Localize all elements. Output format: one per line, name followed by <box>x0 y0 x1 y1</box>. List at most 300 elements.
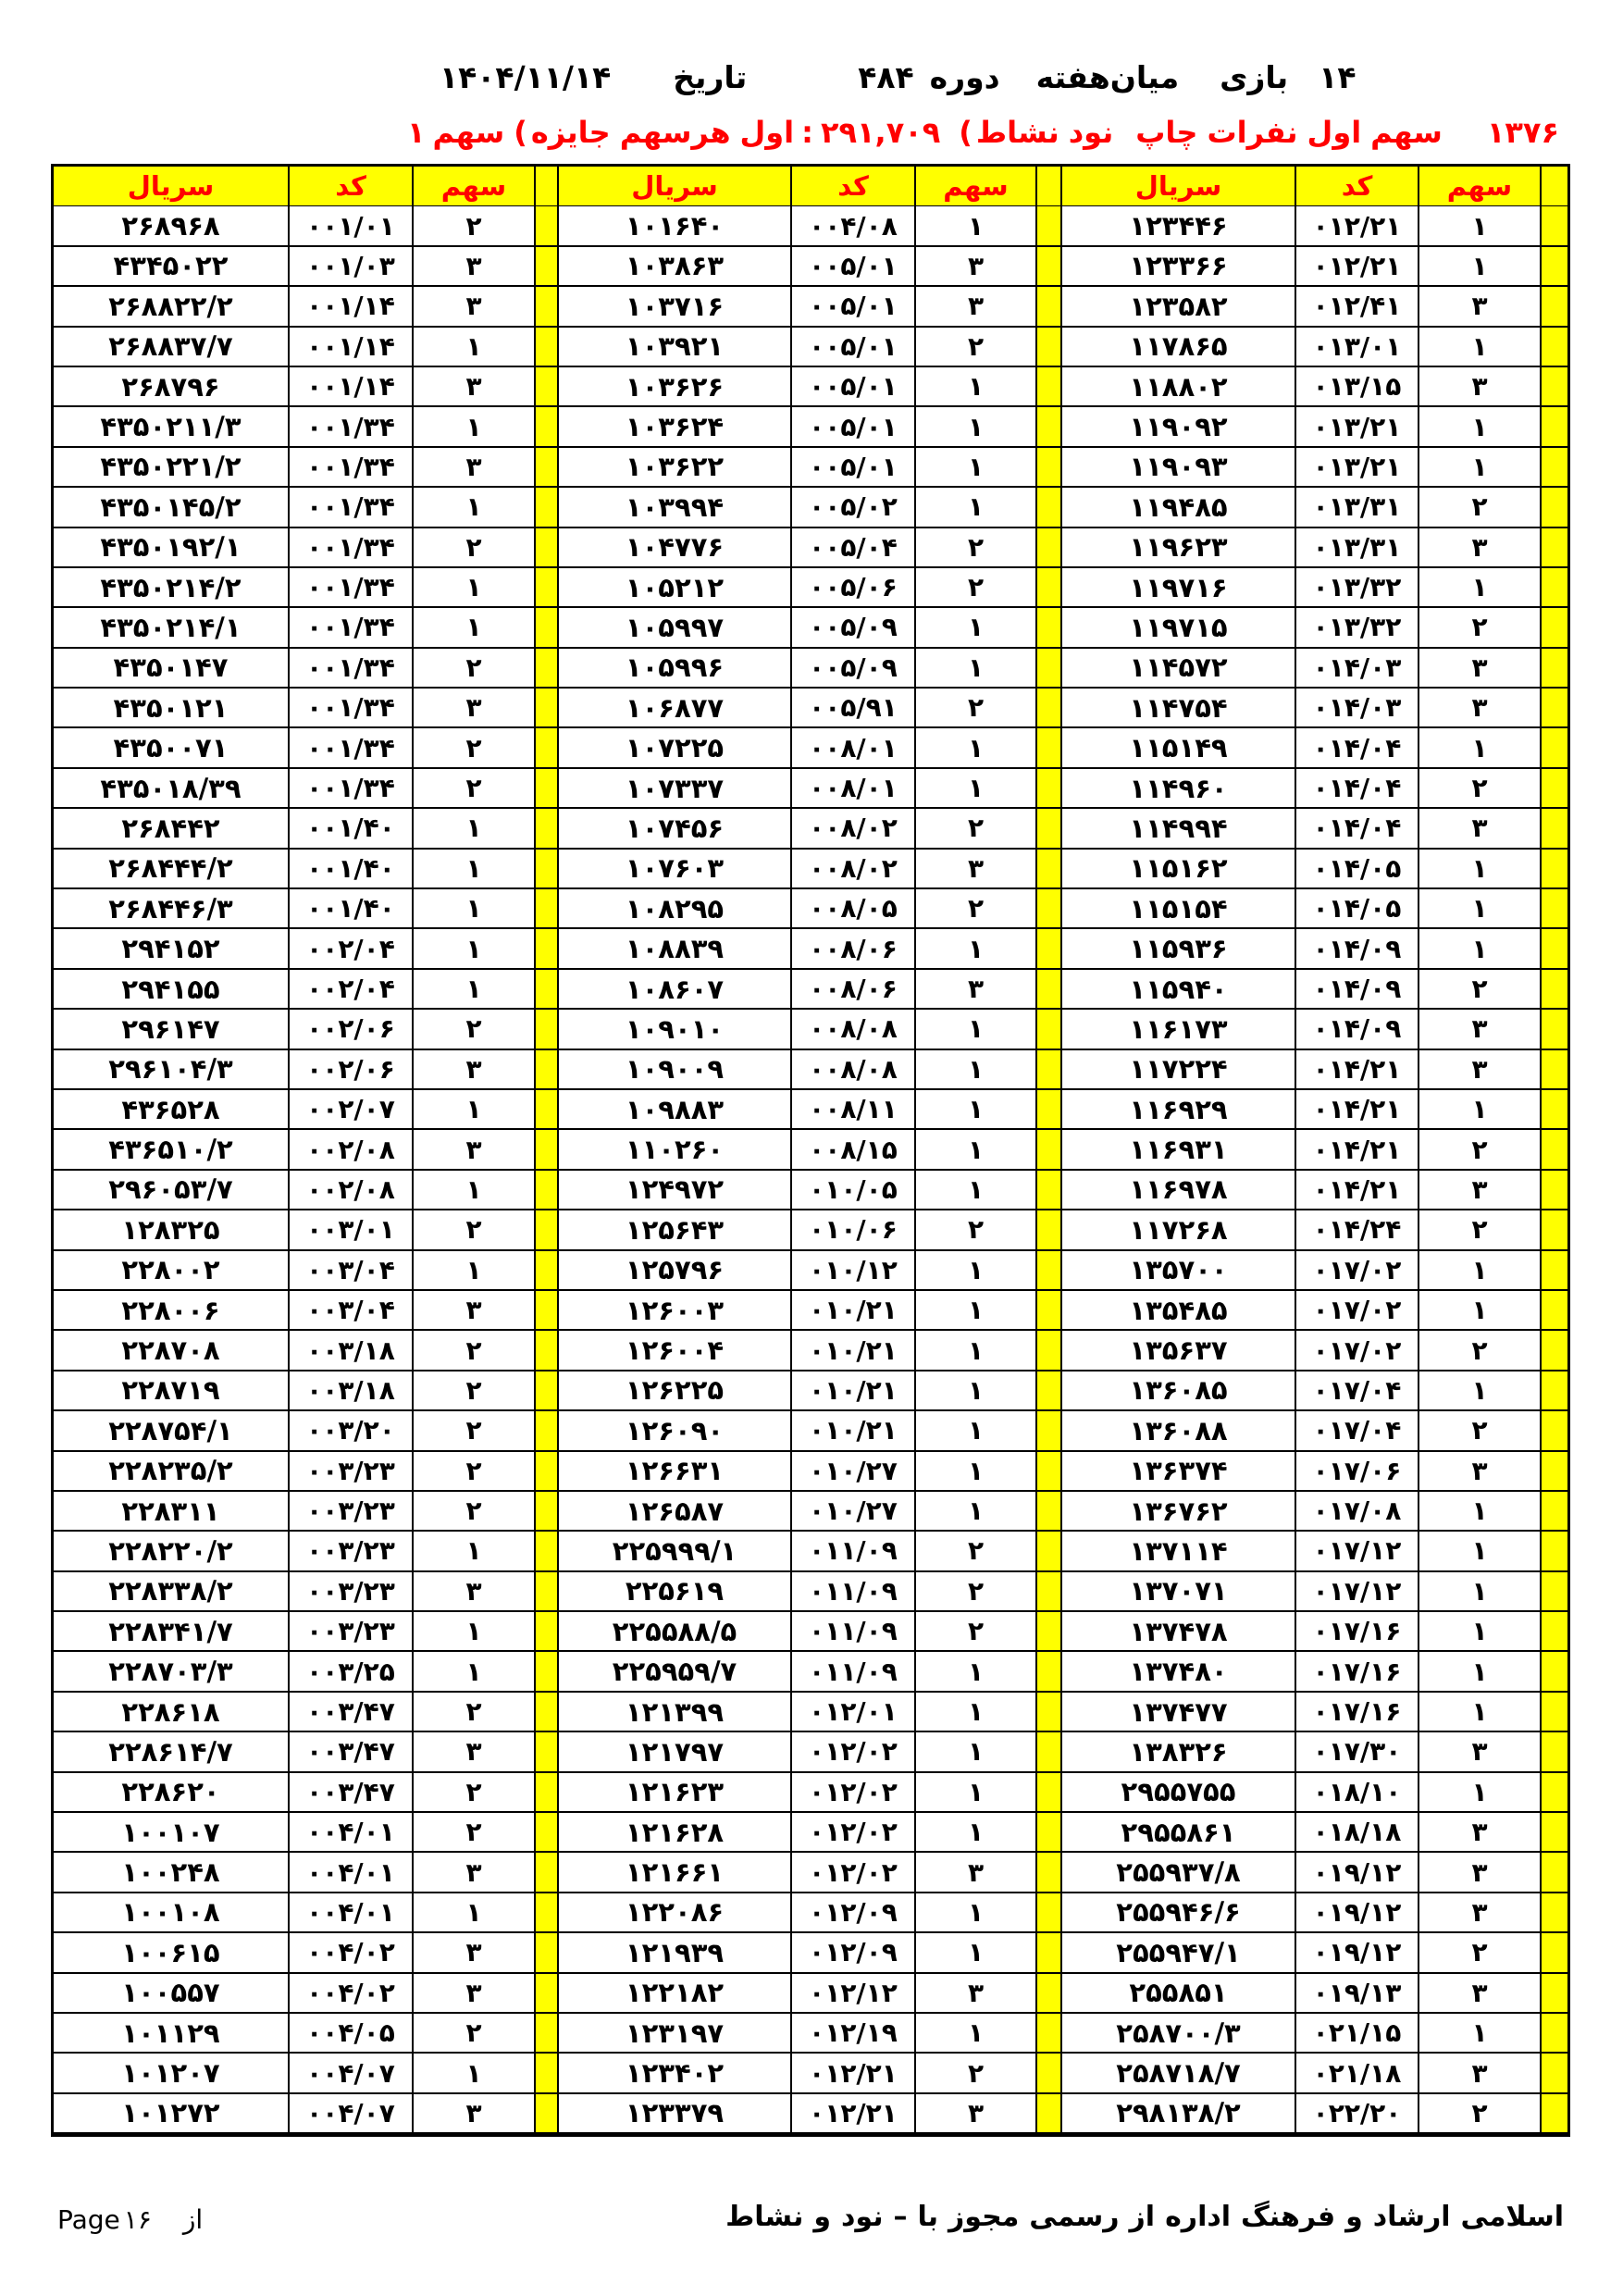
cell-code-g1: ۰۰۴/۰۱ <box>288 1813 412 1853</box>
cell-share-g3: ۲ <box>1418 1411 1540 1451</box>
cell-share-g2: ۲ <box>914 809 1035 849</box>
cell-serial-g3: ۱۳۶۳۷۴ <box>1060 1452 1295 1492</box>
cell-share-g3: ۲ <box>1418 2094 1540 2134</box>
cell-serial-g3: ۱۳۶۰۸۸ <box>1060 1411 1295 1451</box>
separator-cell <box>1540 689 1567 728</box>
cell-code-g3: ۰۱۳/۳۱ <box>1295 488 1418 527</box>
cell-share-g1: ۱ <box>412 1251 534 1291</box>
cell-share-g1: ۱ <box>412 608 534 648</box>
separator-cell <box>534 206 557 246</box>
separator-cell <box>1035 1452 1060 1492</box>
separator-cell <box>1540 1652 1567 1692</box>
cell-serial-g3: ۱۱۶۹۲۹ <box>1060 1090 1295 1130</box>
cell-serial-g1: ۲۶۸۴۴۶/۳ <box>54 889 288 929</box>
cell-serial-g1: ۴۳۵۰۲۱۴/۱ <box>54 608 288 648</box>
cell-share-g2: ۱ <box>914 1893 1035 1933</box>
cell-share-g1: ۱ <box>412 1652 534 1692</box>
cell-code-g2: ۰۰۸/۰۶ <box>790 929 914 969</box>
cell-share-g1: ۱ <box>412 2054 534 2093</box>
cell-serial-g1: ۴۳۵۰۲۱۱/۳ <box>54 407 288 447</box>
separator-cell <box>1540 1612 1567 1652</box>
cell-share-g3: ۲ <box>1418 1210 1540 1250</box>
cell-code-g3: ۰۱۲/۲۱ <box>1295 206 1418 246</box>
text-token: نفرات <box>1207 115 1298 150</box>
text-token: مجوز <box>948 2201 1020 2233</box>
cell-code-g1: ۰۰۱/۳۴ <box>288 488 412 527</box>
text-token: از <box>1129 2201 1156 2233</box>
cell-serial-g1: ۴۳۴۵۰۲۲ <box>54 247 288 287</box>
cell-serial-g1: ۱۰۱۲۰۷ <box>54 2054 288 2093</box>
cell-code-g1: ۰۰۱/۰۳ <box>288 247 412 287</box>
cell-share-g3: ۳ <box>1418 649 1540 689</box>
cell-share-g3: ۱ <box>1418 1532 1540 1571</box>
header-code-g3: کد <box>1295 167 1418 208</box>
cell-share-g3: ۱ <box>1418 448 1540 488</box>
cell-share-g3: ۳ <box>1418 1813 1540 1853</box>
separator-cell <box>534 1612 557 1652</box>
cell-share-g2: ۱ <box>914 1050 1035 1090</box>
cell-share-g3: ۲ <box>1418 608 1540 648</box>
separator-cell <box>534 1572 557 1612</box>
cell-code-g3: ۰۱۸/۱۸ <box>1295 1813 1418 1853</box>
cell-code-g1: ۰۰۲/۰۸ <box>288 1130 412 1170</box>
separator-cell <box>1540 247 1567 287</box>
cell-share-g1: ۲ <box>412 1210 534 1250</box>
separator-cell <box>1035 568 1060 608</box>
cell-code-g3: ۰۱۴/۰۴ <box>1295 809 1418 849</box>
cell-share-g2: ۲ <box>914 528 1035 568</box>
cell-share-g1: ۱ <box>412 328 534 367</box>
cell-code-g2: ۰۰۸/۰۸ <box>790 1010 914 1049</box>
cell-serial-g3: ۱۱۵۱۴۹ <box>1060 728 1295 768</box>
cell-code-g3: ۰۱۳/۳۱ <box>1295 528 1418 568</box>
cell-code-g1: ۰۰۳/۰۴ <box>288 1291 412 1331</box>
separator-cell <box>1035 850 1060 889</box>
separator-cell <box>534 1411 557 1451</box>
cell-serial-g2: ۱۰۹۰۱۰ <box>557 1010 790 1049</box>
separator-cell <box>1540 1371 1567 1411</box>
cell-serial-g1: ۲۲۸۰۰۲ <box>54 1251 288 1291</box>
separator-cell <box>1035 528 1060 568</box>
separator-cell <box>1035 1090 1060 1130</box>
cell-code-g3: ۰۱۴/۰۴ <box>1295 769 1418 809</box>
cell-serial-g1: ۲۹۶۰۵۳/۷ <box>54 1171 288 1210</box>
cell-code-g1: ۰۰۳/۴۷ <box>288 1773 412 1813</box>
cell-code-g3: ۰۱۷/۰۲ <box>1295 1291 1418 1331</box>
cell-serial-g3: ۱۱۹۰۹۳ <box>1060 448 1295 488</box>
cell-code-g3: ۰۱۴/۲۴ <box>1295 1210 1418 1250</box>
cell-share-g3: ۳ <box>1418 1732 1540 1772</box>
cell-serial-g1: ۴۳۵۰۱۴۵/۲ <box>54 488 288 527</box>
cell-share-g1: ۳ <box>412 1933 534 1973</box>
cell-code-g3: ۰۱۴/۲۱ <box>1295 1130 1418 1170</box>
header-separator <box>1035 167 1060 208</box>
cell-share-g3: ۱ <box>1418 1612 1540 1652</box>
cell-share-g3: ۳ <box>1418 528 1540 568</box>
cell-share-g3: ۱ <box>1418 1251 1540 1291</box>
text-token: ( <box>514 115 527 150</box>
cell-serial-g2: ۱۲۴۹۷۲ <box>557 1171 790 1210</box>
separator-cell <box>1035 929 1060 969</box>
separator-cell <box>534 1933 557 1973</box>
separator-cell <box>534 247 557 287</box>
separator-cell <box>1540 1974 1567 2014</box>
cell-code-g2: ۰۰۵/۰۱ <box>790 287 914 327</box>
cell-share-g2: ۲ <box>914 568 1035 608</box>
text-token: دوره <box>929 59 1000 95</box>
cell-code-g2: ۰۰۸/۰۱ <box>790 769 914 809</box>
cell-share-g1: ۱ <box>412 889 534 929</box>
separator-cell <box>1035 1050 1060 1090</box>
separator-cell <box>1035 1612 1060 1652</box>
cell-serial-g1: ۴۳۶۵۲۸ <box>54 1090 288 1130</box>
cell-share-g3: ۳ <box>1418 1010 1540 1049</box>
cell-serial-g3: ۱۱۹۰۹۲ <box>1060 407 1295 447</box>
separator-cell <box>1540 1732 1567 1772</box>
cell-share-g3: ۱ <box>1418 1090 1540 1130</box>
cell-share-g1: ۲ <box>412 769 534 809</box>
cell-code-g2: ۰۰۸/۰۶ <box>790 970 914 1010</box>
cell-code-g3: ۰۱۴/۰۳ <box>1295 689 1418 728</box>
cell-code-g3: ۰۱۹/۱۲ <box>1295 1933 1418 1973</box>
header-serial-g2: سریال <box>557 167 790 208</box>
cell-code-g1: ۰۰۱/۳۴ <box>288 608 412 648</box>
cell-share-g2: ۱ <box>914 1452 1035 1492</box>
separator-cell <box>534 568 557 608</box>
cell-serial-g3: ۲۹۸۱۳۸/۲ <box>1060 2094 1295 2134</box>
cell-serial-g2: ۱۰۷۶۰۳ <box>557 850 790 889</box>
separator-cell <box>1035 488 1060 527</box>
cell-serial-g2: ۱۲۶۶۳۱ <box>557 1452 790 1492</box>
cell-serial-g2: ۱۰۸۲۹۵ <box>557 889 790 929</box>
separator-cell <box>1540 1411 1567 1451</box>
cell-share-g3: ۱ <box>1418 1492 1540 1532</box>
cell-code-g3: ۰۱۷/۰۲ <box>1295 1331 1418 1371</box>
separator-cell <box>534 287 557 327</box>
cell-code-g2: ۰۱۰/۲۱ <box>790 1371 914 1411</box>
cell-code-g3: ۰۱۳/۳۲ <box>1295 568 1418 608</box>
cell-share-g2: ۱ <box>914 1331 1035 1371</box>
separator-cell <box>534 1210 557 1250</box>
cell-code-g2: ۰۱۰/۲۱ <box>790 1411 914 1451</box>
cell-share-g1: ۲ <box>412 206 534 246</box>
cell-code-g3: ۰۱۹/۱۲ <box>1295 1853 1418 1893</box>
cell-code-g2: ۰۱۱/۰۹ <box>790 1532 914 1571</box>
cell-serial-g2: ۱۲۱۹۳۹ <box>557 1933 790 1973</box>
cell-serial-g2: ۱۱۰۲۶۰ <box>557 1130 790 1170</box>
cell-serial-g1: ۲۲۸۶۱۴/۷ <box>54 1732 288 1772</box>
cell-serial-g3: ۱۲۳۵۸۲ <box>1060 287 1295 327</box>
cell-code-g2: ۰۱۲/۰۲ <box>790 1732 914 1772</box>
separator-cell <box>534 1652 557 1692</box>
cell-code-g1: ۰۰۱/۳۴ <box>288 528 412 568</box>
separator-cell <box>1540 728 1567 768</box>
separator-cell <box>1035 1371 1060 1411</box>
separator-cell <box>1035 1532 1060 1571</box>
cell-share-g1: ۱ <box>412 1090 534 1130</box>
cell-code-g2: ۰۰۵/۰۱ <box>790 328 914 367</box>
separator-cell <box>534 649 557 689</box>
cell-serial-g2: ۱۲۳۴۰۲ <box>557 2054 790 2093</box>
separator-cell <box>1035 1251 1060 1291</box>
cell-code-g1: ۰۰۳/۰۴ <box>288 1251 412 1291</box>
cell-share-g1: ۱ <box>412 850 534 889</box>
separator-cell <box>534 1251 557 1291</box>
cell-code-g1: ۰۰۳/۴۷ <box>288 1732 412 1772</box>
cell-share-g2: ۱ <box>914 769 1035 809</box>
cell-share-g2: ۲ <box>914 2054 1035 2093</box>
cell-share-g1: ۲ <box>412 528 534 568</box>
cell-code-g2: ۰۰۵/۰۶ <box>790 568 914 608</box>
cell-serial-g1: ۲۹۶۱۰۴/۳ <box>54 1050 288 1090</box>
cell-serial-g3: ۱۲۳۳۶۶ <box>1060 247 1295 287</box>
cell-serial-g3: ۲۹۵۵۸۶۱ <box>1060 1813 1295 1853</box>
cell-code-g3: ۰۱۷/۱۶ <box>1295 1693 1418 1732</box>
cell-code-g2: ۰۰۵/۹۱ <box>790 689 914 728</box>
cell-share-g1: ۳ <box>412 1572 534 1612</box>
cell-serial-g3: ۱۱۶۹۳۱ <box>1060 1130 1295 1170</box>
cell-share-g2: ۱ <box>914 728 1035 768</box>
cell-serial-g1: ۲۲۸۷۱۹ <box>54 1371 288 1411</box>
cell-code-g2: ۰۰۸/۱۵ <box>790 1130 914 1170</box>
cell-serial-g1: ۱۰۰۱۰۷ <box>54 1813 288 1853</box>
cell-serial-g2: ۱۰۳۶۲۶ <box>557 367 790 407</box>
cell-serial-g2: ۱۰۳۹۲۱ <box>557 328 790 367</box>
cell-share-g1: ۲ <box>412 1813 534 1853</box>
cell-code-g3: ۰۱۲/۲۱ <box>1295 247 1418 287</box>
cell-code-g3: ۰۱۴/۰۹ <box>1295 1010 1418 1049</box>
cell-code-g2: ۰۱۱/۰۹ <box>790 1572 914 1612</box>
cell-share-g1: ۱ <box>412 929 534 969</box>
cell-share-g1: ۲ <box>412 1773 534 1813</box>
cell-serial-g3: ۱۳۶۷۶۲ <box>1060 1492 1295 1532</box>
cell-code-g1: ۰۰۴/۰۷ <box>288 2094 412 2134</box>
cell-serial-g3: ۱۱۹۶۲۳ <box>1060 528 1295 568</box>
separator-cell <box>534 1893 557 1933</box>
separator-cell <box>1540 2054 1567 2093</box>
cell-serial-g1: ۲۲۸۰۰۶ <box>54 1291 288 1331</box>
cell-share-g3: ۳ <box>1418 287 1540 327</box>
text-token: ۱۴۰۴/۱۱/۱۴ <box>440 59 612 95</box>
cell-share-g3: ۳ <box>1418 1893 1540 1933</box>
cell-serial-g1: ۲۶۸۴۴۲ <box>54 809 288 849</box>
separator-cell <box>1540 1572 1567 1612</box>
cell-code-g3: ۰۱۷/۱۶ <box>1295 1612 1418 1652</box>
cell-serial-g3: ۱۳۵۴۸۵ <box>1060 1291 1295 1331</box>
separator-cell <box>1035 1130 1060 1170</box>
separator-cell <box>1035 1291 1060 1331</box>
cell-share-g1: ۳ <box>412 448 534 488</box>
separator-cell <box>534 1130 557 1170</box>
cell-code-g1: ۰۰۲/۰۶ <box>288 1010 412 1049</box>
cell-share-g2: ۱ <box>914 1732 1035 1772</box>
separator-cell <box>534 1974 557 2014</box>
cell-share-g3: ۲ <box>1418 1130 1540 1170</box>
cell-code-g1: ۰۰۱/۳۴ <box>288 448 412 488</box>
cell-share-g2: ۱ <box>914 1933 1035 1973</box>
cell-serial-g1: ۲۲۸۲۲۰/۲ <box>54 1532 288 1571</box>
cell-code-g3: ۰۲۲/۲۰ <box>1295 2094 1418 2134</box>
cell-code-g3: ۰۱۴/۰۹ <box>1295 929 1418 969</box>
separator-cell <box>1035 1171 1060 1210</box>
cell-code-g1: ۰۰۱/۱۴ <box>288 287 412 327</box>
cell-serial-g3: ۱۳۵۶۳۷ <box>1060 1331 1295 1371</box>
text-token: اداره <box>1165 2201 1232 2233</box>
cell-code-g1: ۰۰۳/۲۵ <box>288 1652 412 1692</box>
cell-code-g3: ۰۱۸/۱۰ <box>1295 1773 1418 1813</box>
cell-code-g1: ۰۰۱/۳۴ <box>288 689 412 728</box>
cell-code-g3: ۰۲۱/۱۸ <box>1295 2054 1418 2093</box>
cell-code-g2: ۰۰۸/۱۱ <box>790 1090 914 1130</box>
cell-code-g2: ۰۱۲/۱۲ <box>790 1974 914 2014</box>
cell-code-g3: ۰۱۴/۰۵ <box>1295 889 1418 929</box>
cell-share-g3: ۳ <box>1418 689 1540 728</box>
separator-cell <box>1540 1171 1567 1210</box>
cell-serial-g3: ۱۱۴۷۵۴ <box>1060 689 1295 728</box>
cell-share-g2: ۲ <box>914 689 1035 728</box>
cell-serial-g3: ۱۳۸۳۲۶ <box>1060 1732 1295 1772</box>
cell-share-g2: ۲ <box>914 1612 1035 1652</box>
cell-share-g3: ۱ <box>1418 2014 1540 2054</box>
cell-code-g3: ۰۱۴/۲۱ <box>1295 1050 1418 1090</box>
text-token: – <box>893 2201 908 2233</box>
cell-code-g2: ۰۰۵/۰۱ <box>790 407 914 447</box>
separator-cell <box>1035 1010 1060 1049</box>
cell-serial-g2: ۱۰۵۲۱۲ <box>557 568 790 608</box>
cell-serial-g2: ۱۰۸۶۰۷ <box>557 970 790 1010</box>
cell-serial-g2: ۲۲۵۵۸۸/۵ <box>557 1612 790 1652</box>
cell-serial-g3: ۱۱۶۱۷۳ <box>1060 1010 1295 1049</box>
cell-serial-g2: ۱۲۱۳۹۹ <box>557 1693 790 1732</box>
cell-serial-g1: ۴۳۵۰۱۸/۳۹ <box>54 769 288 809</box>
cell-share-g3: ۱ <box>1418 1773 1540 1813</box>
cell-share-g1: ۲ <box>412 649 534 689</box>
separator-cell <box>534 1853 557 1893</box>
separator-cell <box>1540 1050 1567 1090</box>
cell-share-g3: ۱ <box>1418 568 1540 608</box>
cell-serial-g3: ۱۱۹۷۱۶ <box>1060 568 1295 608</box>
cell-share-g1: ۱ <box>412 1532 534 1571</box>
cell-serial-g3: ۱۱۸۸۰۲ <box>1060 367 1295 407</box>
cell-serial-g1: ۱۲۸۳۲۵ <box>54 1210 288 1250</box>
cell-share-g1: ۱ <box>412 970 534 1010</box>
cell-serial-g1: ۱۰۰۵۵۷ <box>54 1974 288 2014</box>
separator-cell <box>1540 568 1567 608</box>
cell-serial-g1: ۲۹۴۱۵۵ <box>54 970 288 1010</box>
cell-serial-g1: ۴۳۵۰۲۲۱/۲ <box>54 448 288 488</box>
cell-share-g3: ۳ <box>1418 1171 1540 1210</box>
cell-code-g2: ۰۱۲/۰۹ <box>790 1893 914 1933</box>
separator-cell <box>1540 970 1567 1010</box>
text-token: نود <box>841 2201 884 2233</box>
cell-share-g3: ۳ <box>1418 2054 1540 2093</box>
separator-cell <box>1035 1210 1060 1250</box>
text-token: نود <box>1068 115 1114 150</box>
cell-serial-g1: ۱۰۰۲۴۸ <box>54 1853 288 1893</box>
header-code-g1: کد <box>288 167 412 208</box>
cell-serial-g3: ۲۵۵۹۳۷/۸ <box>1060 1853 1295 1893</box>
cell-serial-g1: ۲۶۸۸۳۷/۷ <box>54 328 288 367</box>
cell-share-g2: ۱ <box>914 929 1035 969</box>
cell-share-g2: ۱ <box>914 1090 1035 1130</box>
cell-code-g3: ۰۱۹/۱۲ <box>1295 1893 1418 1933</box>
header-code-g2: کد <box>790 167 914 208</box>
text-token: تاریخ <box>673 59 748 95</box>
cell-code-g2: ۰۰۵/۰۱ <box>790 247 914 287</box>
separator-cell <box>1035 689 1060 728</box>
separator-cell <box>534 769 557 809</box>
text-token: نشاط <box>725 2201 804 2233</box>
cell-share-g2: ۳ <box>914 850 1035 889</box>
cell-code-g3: ۰۱۷/۰۲ <box>1295 1251 1418 1291</box>
cell-serial-g1: ۲۲۸۷۰۳/۳ <box>54 1652 288 1692</box>
cell-share-g1: ۱ <box>412 407 534 447</box>
separator-cell <box>1035 1974 1060 2014</box>
cell-share-g1: ۳ <box>412 1130 534 1170</box>
text-token: بازی <box>1220 59 1289 95</box>
cell-code-g3: ۰۱۴/۰۹ <box>1295 970 1418 1010</box>
separator-cell <box>1540 328 1567 367</box>
cell-serial-g3: ۲۵۸۷۱۸/۷ <box>1060 2054 1295 2093</box>
cell-code-g2: ۰۱۰/۲۷ <box>790 1452 914 1492</box>
cell-serial-g3: ۲۵۸۷۰۰/۳ <box>1060 2014 1295 2054</box>
cell-code-g2: ۰۰۵/۰۱ <box>790 367 914 407</box>
separator-cell <box>1540 1813 1567 1853</box>
cell-code-g2: ۰۱۲/۰۱ <box>790 1693 914 1732</box>
cell-share-g2: ۳ <box>914 1974 1035 2014</box>
footer-license-text <box>725 2201 1564 2233</box>
cell-share-g2: ۲ <box>914 889 1035 929</box>
cell-share-g1: ۳ <box>412 367 534 407</box>
separator-cell <box>1540 809 1567 849</box>
text-token: اول <box>739 115 795 150</box>
cell-serial-g3: ۱۱۴۵۷۲ <box>1060 649 1295 689</box>
cell-share-g1: ۳ <box>412 1050 534 1090</box>
cell-serial-g3: ۱۲۳۴۴۶ <box>1060 206 1295 246</box>
header-serial-g1: سریال <box>54 167 288 208</box>
cell-share-g1: ۲ <box>412 728 534 768</box>
cell-serial-g3: ۱۱۷۸۶۵ <box>1060 328 1295 367</box>
cell-serial-g2: ۱۰۵۹۹۶ <box>557 649 790 689</box>
cell-code-g3: ۰۱۷/۰۴ <box>1295 1371 1418 1411</box>
cell-serial-g3: ۱۳۷۰۷۱ <box>1060 1572 1295 1612</box>
cell-serial-g1: ۴۳۶۵۱۰/۲ <box>54 1130 288 1170</box>
cell-serial-g1: ۱۰۱۱۲۹ <box>54 2014 288 2054</box>
text-token: با <box>917 2201 938 2233</box>
cell-share-g2: ۳ <box>914 1853 1035 1893</box>
cell-share-g1: ۳ <box>412 1732 534 1772</box>
cell-code-g1: ۰۰۳/۲۳ <box>288 1612 412 1652</box>
cell-share-g3: ۱ <box>1418 728 1540 768</box>
prize-subtitle <box>407 115 1559 150</box>
cell-code-g3: ۰۱۳/۰۱ <box>1295 328 1418 367</box>
cell-share-g2: ۱ <box>914 407 1035 447</box>
cell-code-g3: ۰۱۴/۰۳ <box>1295 649 1418 689</box>
cell-serial-g2: ۲۲۵۹۵۹/۷ <box>557 1652 790 1692</box>
separator-cell <box>534 970 557 1010</box>
cell-serial-g2: ۱۰۳۸۶۳ <box>557 247 790 287</box>
cell-code-g1: ۰۰۳/۲۳ <box>288 1452 412 1492</box>
cell-serial-g3: ۱۳۵۷۰۰ <box>1060 1251 1295 1291</box>
separator-cell <box>1035 328 1060 367</box>
cell-share-g3: ۲ <box>1418 1933 1540 1973</box>
cell-serial-g2: ۱۲۳۳۷۹ <box>557 2094 790 2134</box>
cell-share-g3: ۱ <box>1418 328 1540 367</box>
cell-code-g2: ۰۰۵/۰۹ <box>790 649 914 689</box>
cell-code-g2: ۰۱۰/۲۱ <box>790 1291 914 1331</box>
separator-cell <box>1035 1773 1060 1813</box>
cell-serial-g3: ۲۵۵۹۴۶/۶ <box>1060 1893 1295 1933</box>
